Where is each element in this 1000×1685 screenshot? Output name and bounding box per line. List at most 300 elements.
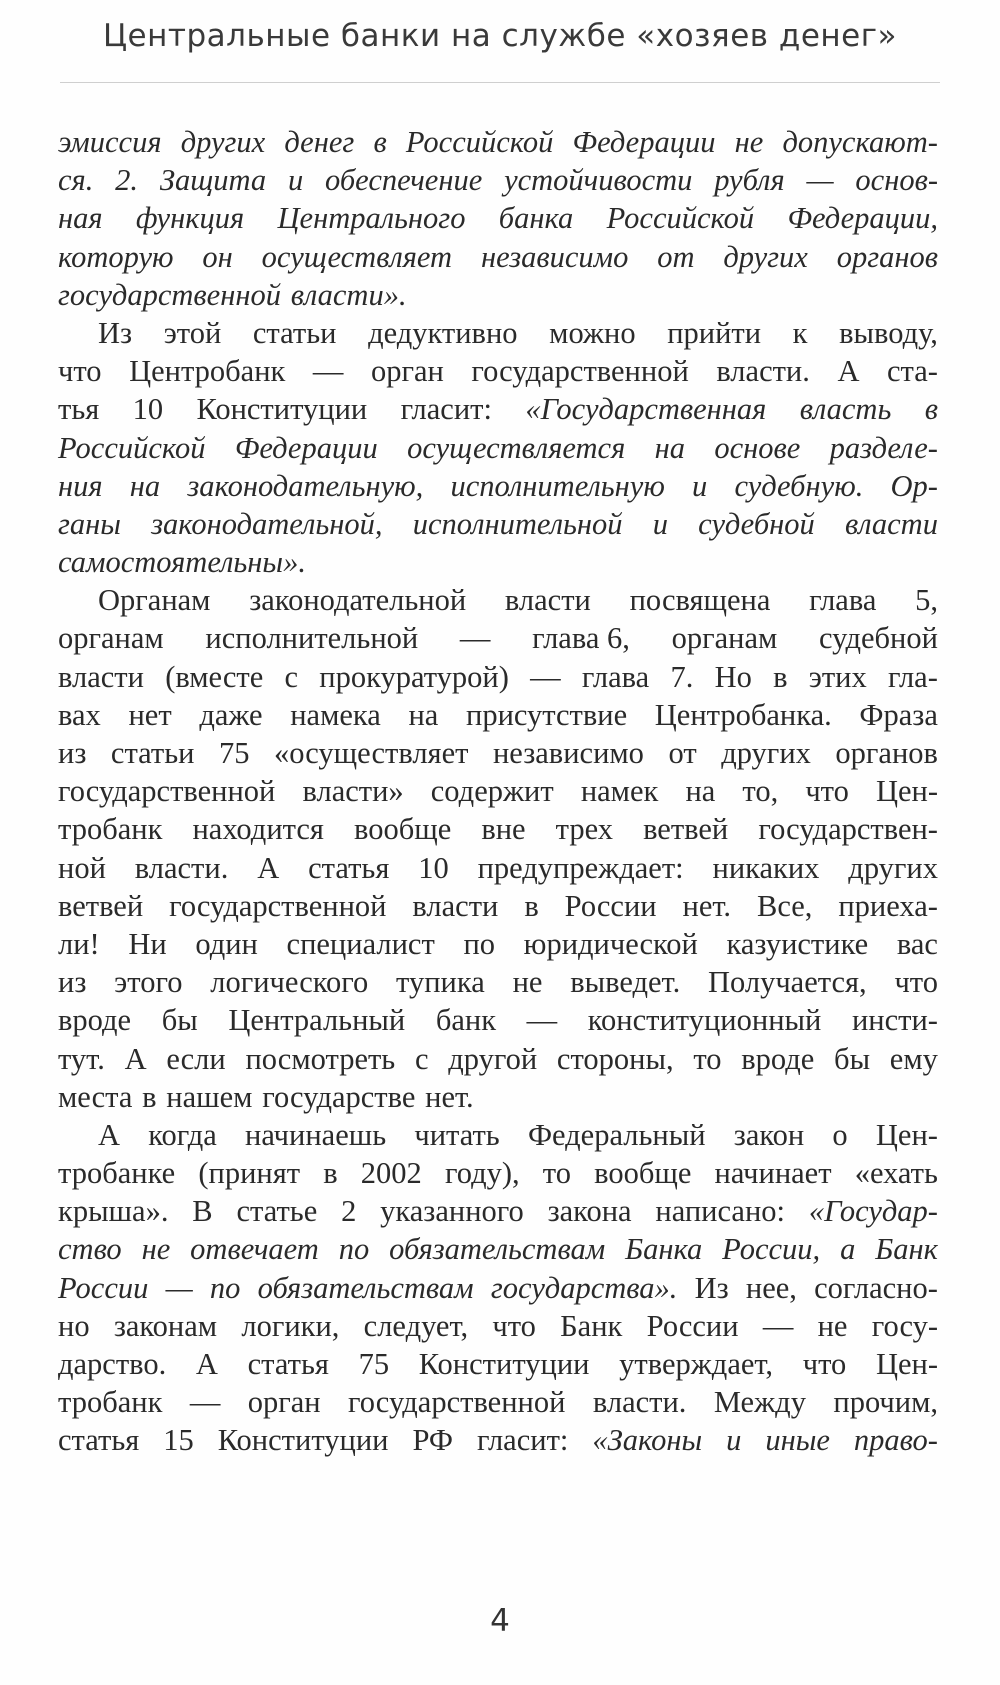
word: можно bbox=[549, 315, 636, 350]
word: (вместе bbox=[165, 659, 264, 694]
word: банка bbox=[498, 201, 574, 236]
word: логики, bbox=[241, 1308, 340, 1343]
word: Федеральный bbox=[527, 1117, 706, 1152]
word: органов bbox=[835, 736, 938, 770]
word: нее, bbox=[745, 1270, 797, 1305]
word: Конституции bbox=[418, 1347, 590, 1381]
word: по bbox=[209, 1270, 241, 1305]
word: статья bbox=[58, 1423, 140, 1458]
word: Центробанк bbox=[129, 354, 286, 389]
word: власти bbox=[504, 583, 591, 618]
word: органов bbox=[836, 239, 938, 274]
word: эмиссия bbox=[58, 125, 162, 159]
text-line bbox=[58, 1154, 938, 1192]
word: «ехать bbox=[854, 1156, 938, 1191]
word: Конституции bbox=[217, 1423, 389, 1458]
word: вообще bbox=[354, 812, 452, 847]
word: РФ bbox=[412, 1423, 453, 1458]
word: в bbox=[773, 659, 788, 694]
word: и bbox=[692, 468, 708, 503]
word: тья bbox=[58, 392, 100, 427]
word: что bbox=[58, 354, 102, 389]
word: то bbox=[542, 1156, 571, 1191]
paragraph bbox=[58, 1116, 938, 1460]
word: приеха- bbox=[838, 888, 938, 923]
word: содержит bbox=[430, 774, 554, 809]
word: власти». bbox=[290, 277, 407, 312]
word: на bbox=[129, 468, 161, 503]
word: глава 6, bbox=[532, 621, 630, 656]
word: стороны, bbox=[556, 1041, 674, 1076]
text-line bbox=[58, 238, 938, 276]
text-line bbox=[58, 276, 938, 314]
word: 2. bbox=[115, 163, 139, 198]
word: государственной bbox=[471, 354, 689, 389]
text-line bbox=[58, 314, 938, 352]
word: Банка bbox=[625, 1232, 703, 1267]
word: основе bbox=[714, 430, 801, 465]
word: осуществляет bbox=[261, 239, 453, 274]
text-line bbox=[58, 734, 938, 772]
word: России bbox=[58, 1270, 149, 1305]
word: Органам bbox=[98, 583, 211, 618]
word: статьи bbox=[110, 736, 195, 770]
word: ганы bbox=[58, 506, 121, 541]
word: функция bbox=[135, 201, 245, 236]
word: Цен- bbox=[875, 1347, 938, 1381]
word: если bbox=[166, 1041, 226, 1076]
word: Российской bbox=[606, 201, 755, 236]
word: написано: bbox=[655, 1194, 785, 1229]
word: — bbox=[530, 659, 561, 694]
text-line bbox=[58, 123, 938, 161]
word: (принят bbox=[198, 1156, 301, 1191]
word: Из bbox=[694, 1270, 729, 1305]
word: закон bbox=[733, 1117, 805, 1152]
word: он bbox=[202, 239, 233, 274]
word: юридической bbox=[523, 926, 698, 961]
word: на bbox=[408, 697, 439, 732]
word: государства». bbox=[490, 1270, 678, 1305]
word: 75 bbox=[358, 1347, 390, 1381]
word: статья bbox=[308, 850, 390, 885]
word: ния bbox=[58, 468, 103, 503]
text-line bbox=[58, 619, 938, 657]
text-line bbox=[58, 352, 938, 390]
word: инсти- bbox=[851, 1003, 938, 1038]
word: 5, bbox=[915, 583, 938, 618]
word: даже bbox=[199, 697, 263, 732]
word: вроде bbox=[741, 1041, 815, 1076]
text-line bbox=[58, 1345, 938, 1383]
word: статьи bbox=[252, 315, 337, 350]
word: отвечает bbox=[190, 1232, 319, 1267]
text-line bbox=[58, 1116, 938, 1154]
word: закона bbox=[547, 1194, 632, 1229]
word: законодательную, bbox=[187, 468, 424, 503]
word: Между bbox=[713, 1385, 806, 1420]
word: то, bbox=[742, 774, 779, 809]
word: других bbox=[723, 239, 808, 274]
text-line bbox=[58, 467, 938, 505]
word: прочим, bbox=[833, 1385, 938, 1420]
word: места bbox=[58, 1079, 133, 1114]
word: предупреждает: bbox=[477, 850, 684, 885]
word: России bbox=[646, 1308, 739, 1343]
word: а bbox=[840, 1232, 856, 1267]
word: государственной bbox=[169, 888, 387, 923]
text-line bbox=[58, 963, 938, 1001]
word: не bbox=[141, 1232, 171, 1267]
word: не bbox=[817, 1308, 848, 1343]
word: государственной bbox=[348, 1385, 566, 1420]
text-line bbox=[58, 543, 938, 581]
text-line bbox=[58, 772, 938, 810]
word: Из bbox=[98, 315, 133, 350]
word: этой bbox=[163, 315, 222, 350]
word: — bbox=[312, 354, 344, 389]
word: Цен- bbox=[875, 1117, 938, 1152]
word: году), bbox=[444, 1156, 520, 1191]
text-line bbox=[58, 199, 938, 237]
word: специалист bbox=[286, 926, 435, 961]
word: допускают- bbox=[782, 125, 938, 159]
word: трех bbox=[555, 812, 613, 847]
word: утверждает, bbox=[619, 1347, 774, 1381]
word: тут. bbox=[58, 1041, 105, 1076]
word: вообще bbox=[594, 1156, 692, 1191]
word: что bbox=[802, 1347, 847, 1381]
word: глава bbox=[581, 659, 650, 694]
word: власти bbox=[844, 506, 938, 541]
word: судебную. bbox=[734, 468, 864, 503]
word: конституционный bbox=[587, 1003, 822, 1038]
word: власти bbox=[58, 659, 144, 694]
text-line bbox=[58, 1192, 938, 1230]
word: ему bbox=[889, 1041, 938, 1076]
word: вас bbox=[896, 926, 938, 961]
word: исполнительную bbox=[450, 468, 665, 503]
word: тробанк bbox=[58, 812, 163, 847]
word: статье bbox=[236, 1194, 318, 1229]
text-line bbox=[58, 696, 938, 734]
word: власти bbox=[412, 888, 499, 923]
word: других bbox=[848, 850, 938, 885]
word: нет. bbox=[425, 1079, 474, 1114]
word: осуществляется bbox=[407, 430, 626, 465]
text-line bbox=[58, 1040, 938, 1078]
word: намек bbox=[580, 774, 659, 809]
word: намека bbox=[290, 697, 381, 732]
word: гласит: bbox=[476, 1423, 569, 1458]
word: ство bbox=[58, 1232, 122, 1267]
word: органам bbox=[58, 621, 164, 656]
word: независимо bbox=[492, 736, 644, 770]
word: устойчивости bbox=[504, 163, 693, 198]
word: следует, bbox=[363, 1308, 469, 1343]
word: «Законы bbox=[592, 1423, 703, 1458]
text-line bbox=[58, 1001, 938, 1039]
word: бы bbox=[834, 1041, 871, 1076]
word: в bbox=[142, 1079, 157, 1114]
word: орган bbox=[370, 354, 444, 389]
word: 75 bbox=[219, 736, 250, 770]
word: к bbox=[792, 315, 808, 350]
word: самостоятельны». bbox=[58, 545, 306, 580]
word: не bbox=[734, 125, 764, 159]
word: Банк bbox=[560, 1308, 623, 1343]
text-line bbox=[58, 810, 938, 848]
word: с bbox=[414, 1041, 429, 1076]
paragraph bbox=[58, 123, 938, 314]
word: других bbox=[180, 125, 266, 159]
word: власти. bbox=[134, 850, 229, 885]
word: на bbox=[685, 774, 716, 809]
word: государственной bbox=[58, 774, 276, 809]
word: законам bbox=[113, 1308, 218, 1343]
word: 2 bbox=[341, 1194, 357, 1229]
word: России, bbox=[722, 1232, 821, 1267]
word: денег bbox=[284, 125, 355, 159]
word: бы bbox=[161, 1003, 198, 1038]
word: Но bbox=[714, 659, 752, 694]
word: указанного bbox=[380, 1194, 524, 1229]
text-line bbox=[58, 161, 938, 199]
word: 10 bbox=[132, 392, 164, 427]
word: Ни bbox=[128, 926, 167, 961]
word: разделе- bbox=[829, 430, 938, 465]
word: государственной bbox=[58, 277, 281, 312]
word: Центробанка. bbox=[654, 697, 832, 732]
word: выводу, bbox=[839, 315, 938, 350]
text-line bbox=[58, 1307, 938, 1345]
word: банк bbox=[435, 1003, 497, 1038]
text-line bbox=[58, 1383, 938, 1421]
text-line bbox=[58, 1269, 938, 1307]
word: логического bbox=[210, 965, 369, 1000]
word: государстве bbox=[262, 1079, 416, 1114]
word: начинаешь bbox=[245, 1117, 387, 1152]
word: что bbox=[805, 774, 849, 809]
word: в bbox=[373, 125, 387, 159]
word: о bbox=[832, 1117, 848, 1152]
word: «осуществляет bbox=[274, 736, 469, 770]
word: ветвей bbox=[643, 812, 729, 847]
word: читать bbox=[414, 1117, 500, 1152]
paragraph bbox=[58, 581, 938, 1116]
word: Банк bbox=[875, 1232, 938, 1267]
word: Ор- bbox=[890, 468, 938, 503]
word: ся. bbox=[58, 163, 94, 198]
word: Российской bbox=[58, 430, 206, 465]
word: по bbox=[463, 926, 496, 961]
word: . bbox=[298, 545, 306, 580]
word: основ- bbox=[855, 163, 938, 198]
word: присутствие bbox=[466, 697, 628, 732]
word: казуистике bbox=[726, 926, 869, 961]
word: право- bbox=[853, 1423, 938, 1458]
word: ли! bbox=[58, 926, 100, 961]
word: А bbox=[98, 1117, 121, 1152]
word: иные bbox=[765, 1423, 830, 1458]
word: никаких bbox=[712, 850, 820, 885]
word: выведет. bbox=[570, 965, 681, 1000]
word: Фраза bbox=[859, 697, 938, 732]
word: вроде bbox=[58, 1003, 132, 1038]
word: власти» bbox=[302, 774, 404, 809]
text-line bbox=[58, 1078, 938, 1116]
word: — bbox=[459, 621, 491, 656]
word: Центральный bbox=[228, 1003, 406, 1038]
word: дарство. bbox=[58, 1347, 167, 1381]
text-line bbox=[58, 581, 938, 619]
word: «Государственная bbox=[525, 392, 767, 427]
word: — bbox=[806, 163, 834, 198]
word: — bbox=[165, 1270, 193, 1305]
word: А bbox=[837, 354, 860, 389]
word: и bbox=[726, 1423, 742, 1458]
word: — bbox=[189, 1385, 221, 1420]
word: законодательной bbox=[249, 583, 467, 618]
word: обеспечение bbox=[325, 163, 483, 198]
word: власти. bbox=[716, 354, 810, 389]
word: других bbox=[721, 736, 811, 770]
word: от bbox=[657, 239, 695, 274]
word: Получается, bbox=[708, 965, 867, 1000]
word: дедуктивно bbox=[368, 315, 518, 350]
running-title: Центральные банки на службе «хозяев денег» bbox=[102, 18, 897, 54]
word: власти. bbox=[592, 1385, 687, 1420]
word: Центрального bbox=[277, 201, 466, 236]
text-line bbox=[58, 925, 938, 963]
word: из bbox=[58, 736, 87, 770]
word: ста- bbox=[887, 354, 938, 389]
word: что bbox=[894, 965, 938, 1000]
word: . bbox=[398, 277, 407, 312]
word: в bbox=[924, 392, 938, 427]
word: тупика bbox=[396, 965, 485, 1000]
word: прокуратурой) bbox=[319, 659, 509, 694]
word: и bbox=[287, 163, 304, 198]
word: когда bbox=[148, 1117, 217, 1152]
word: что bbox=[492, 1308, 536, 1343]
word: 10 bbox=[418, 850, 449, 885]
word: ной bbox=[58, 850, 106, 885]
word: органам bbox=[671, 621, 778, 656]
word: Конституции bbox=[196, 392, 368, 427]
word: по bbox=[338, 1232, 370, 1267]
word: в bbox=[524, 888, 539, 923]
word: которую bbox=[58, 239, 174, 274]
word: 7. bbox=[670, 659, 694, 694]
word: с bbox=[284, 659, 299, 694]
body-text bbox=[58, 123, 938, 1460]
word: законодательной, bbox=[151, 506, 383, 541]
header-divider bbox=[60, 82, 940, 83]
word: ветвей bbox=[58, 888, 144, 923]
word: находится bbox=[192, 812, 324, 847]
word: рубля bbox=[714, 163, 785, 198]
word: 15 bbox=[163, 1423, 194, 1458]
word: на bbox=[654, 430, 685, 465]
word: власть bbox=[799, 392, 892, 427]
word: исполнительной bbox=[205, 621, 419, 656]
word: Защита bbox=[159, 163, 267, 198]
word: нет. bbox=[682, 888, 732, 923]
word: глава bbox=[809, 583, 877, 618]
word: Цен- bbox=[875, 774, 938, 809]
word: один bbox=[195, 926, 258, 961]
word: судебной bbox=[819, 621, 938, 656]
word: — bbox=[526, 1003, 558, 1038]
word: то bbox=[693, 1041, 722, 1076]
word: нет bbox=[128, 697, 172, 732]
word: . bbox=[669, 1270, 678, 1305]
word: другой bbox=[448, 1041, 538, 1076]
word: А bbox=[195, 1347, 218, 1381]
word: обязательствам bbox=[389, 1232, 606, 1267]
paragraph bbox=[58, 314, 938, 581]
word: Федерации, bbox=[787, 201, 938, 236]
word: посмотреть bbox=[245, 1041, 396, 1076]
word: гласит: bbox=[400, 392, 492, 427]
word: статья bbox=[247, 1347, 329, 1381]
text-line bbox=[58, 429, 938, 467]
word: от bbox=[668, 736, 697, 770]
word: тробанк bbox=[58, 1385, 163, 1420]
word: не bbox=[512, 965, 543, 1000]
word: этого bbox=[114, 965, 183, 1000]
word: крыша». bbox=[58, 1194, 169, 1229]
word: начинает bbox=[714, 1156, 832, 1191]
word: тробанке bbox=[58, 1156, 176, 1191]
word: но bbox=[58, 1308, 90, 1343]
word: в bbox=[323, 1156, 338, 1191]
word: из bbox=[58, 965, 87, 1000]
word: Федерации bbox=[572, 125, 716, 159]
word: нашем bbox=[166, 1079, 253, 1114]
word: независимо bbox=[480, 239, 629, 274]
word: этих bbox=[808, 659, 867, 694]
word: государствен- bbox=[758, 812, 938, 847]
word: Федерации bbox=[234, 430, 378, 465]
word: 2002 bbox=[360, 1156, 422, 1191]
word: и bbox=[652, 506, 668, 541]
word: Российской bbox=[405, 125, 554, 159]
word: орган bbox=[247, 1385, 321, 1420]
word: — bbox=[762, 1308, 794, 1343]
word: «Государ- bbox=[808, 1194, 938, 1229]
text-line bbox=[58, 1230, 938, 1268]
text-line bbox=[58, 390, 938, 428]
word: вне bbox=[481, 812, 526, 847]
word: В bbox=[192, 1194, 213, 1229]
word: А bbox=[257, 850, 280, 885]
text-line bbox=[58, 658, 938, 696]
word: прийти bbox=[667, 315, 762, 350]
text-line bbox=[58, 887, 938, 925]
text-line bbox=[58, 849, 938, 887]
word: судебной bbox=[698, 506, 815, 541]
word: России bbox=[564, 888, 657, 923]
page-number: 4 bbox=[490, 1603, 510, 1639]
word: посвящена bbox=[629, 583, 771, 618]
word: обязательствам bbox=[257, 1270, 474, 1305]
word: вах bbox=[58, 697, 101, 732]
word: госу- bbox=[871, 1308, 938, 1343]
word: исполнительной bbox=[412, 506, 623, 541]
word: согласно- bbox=[814, 1270, 938, 1305]
